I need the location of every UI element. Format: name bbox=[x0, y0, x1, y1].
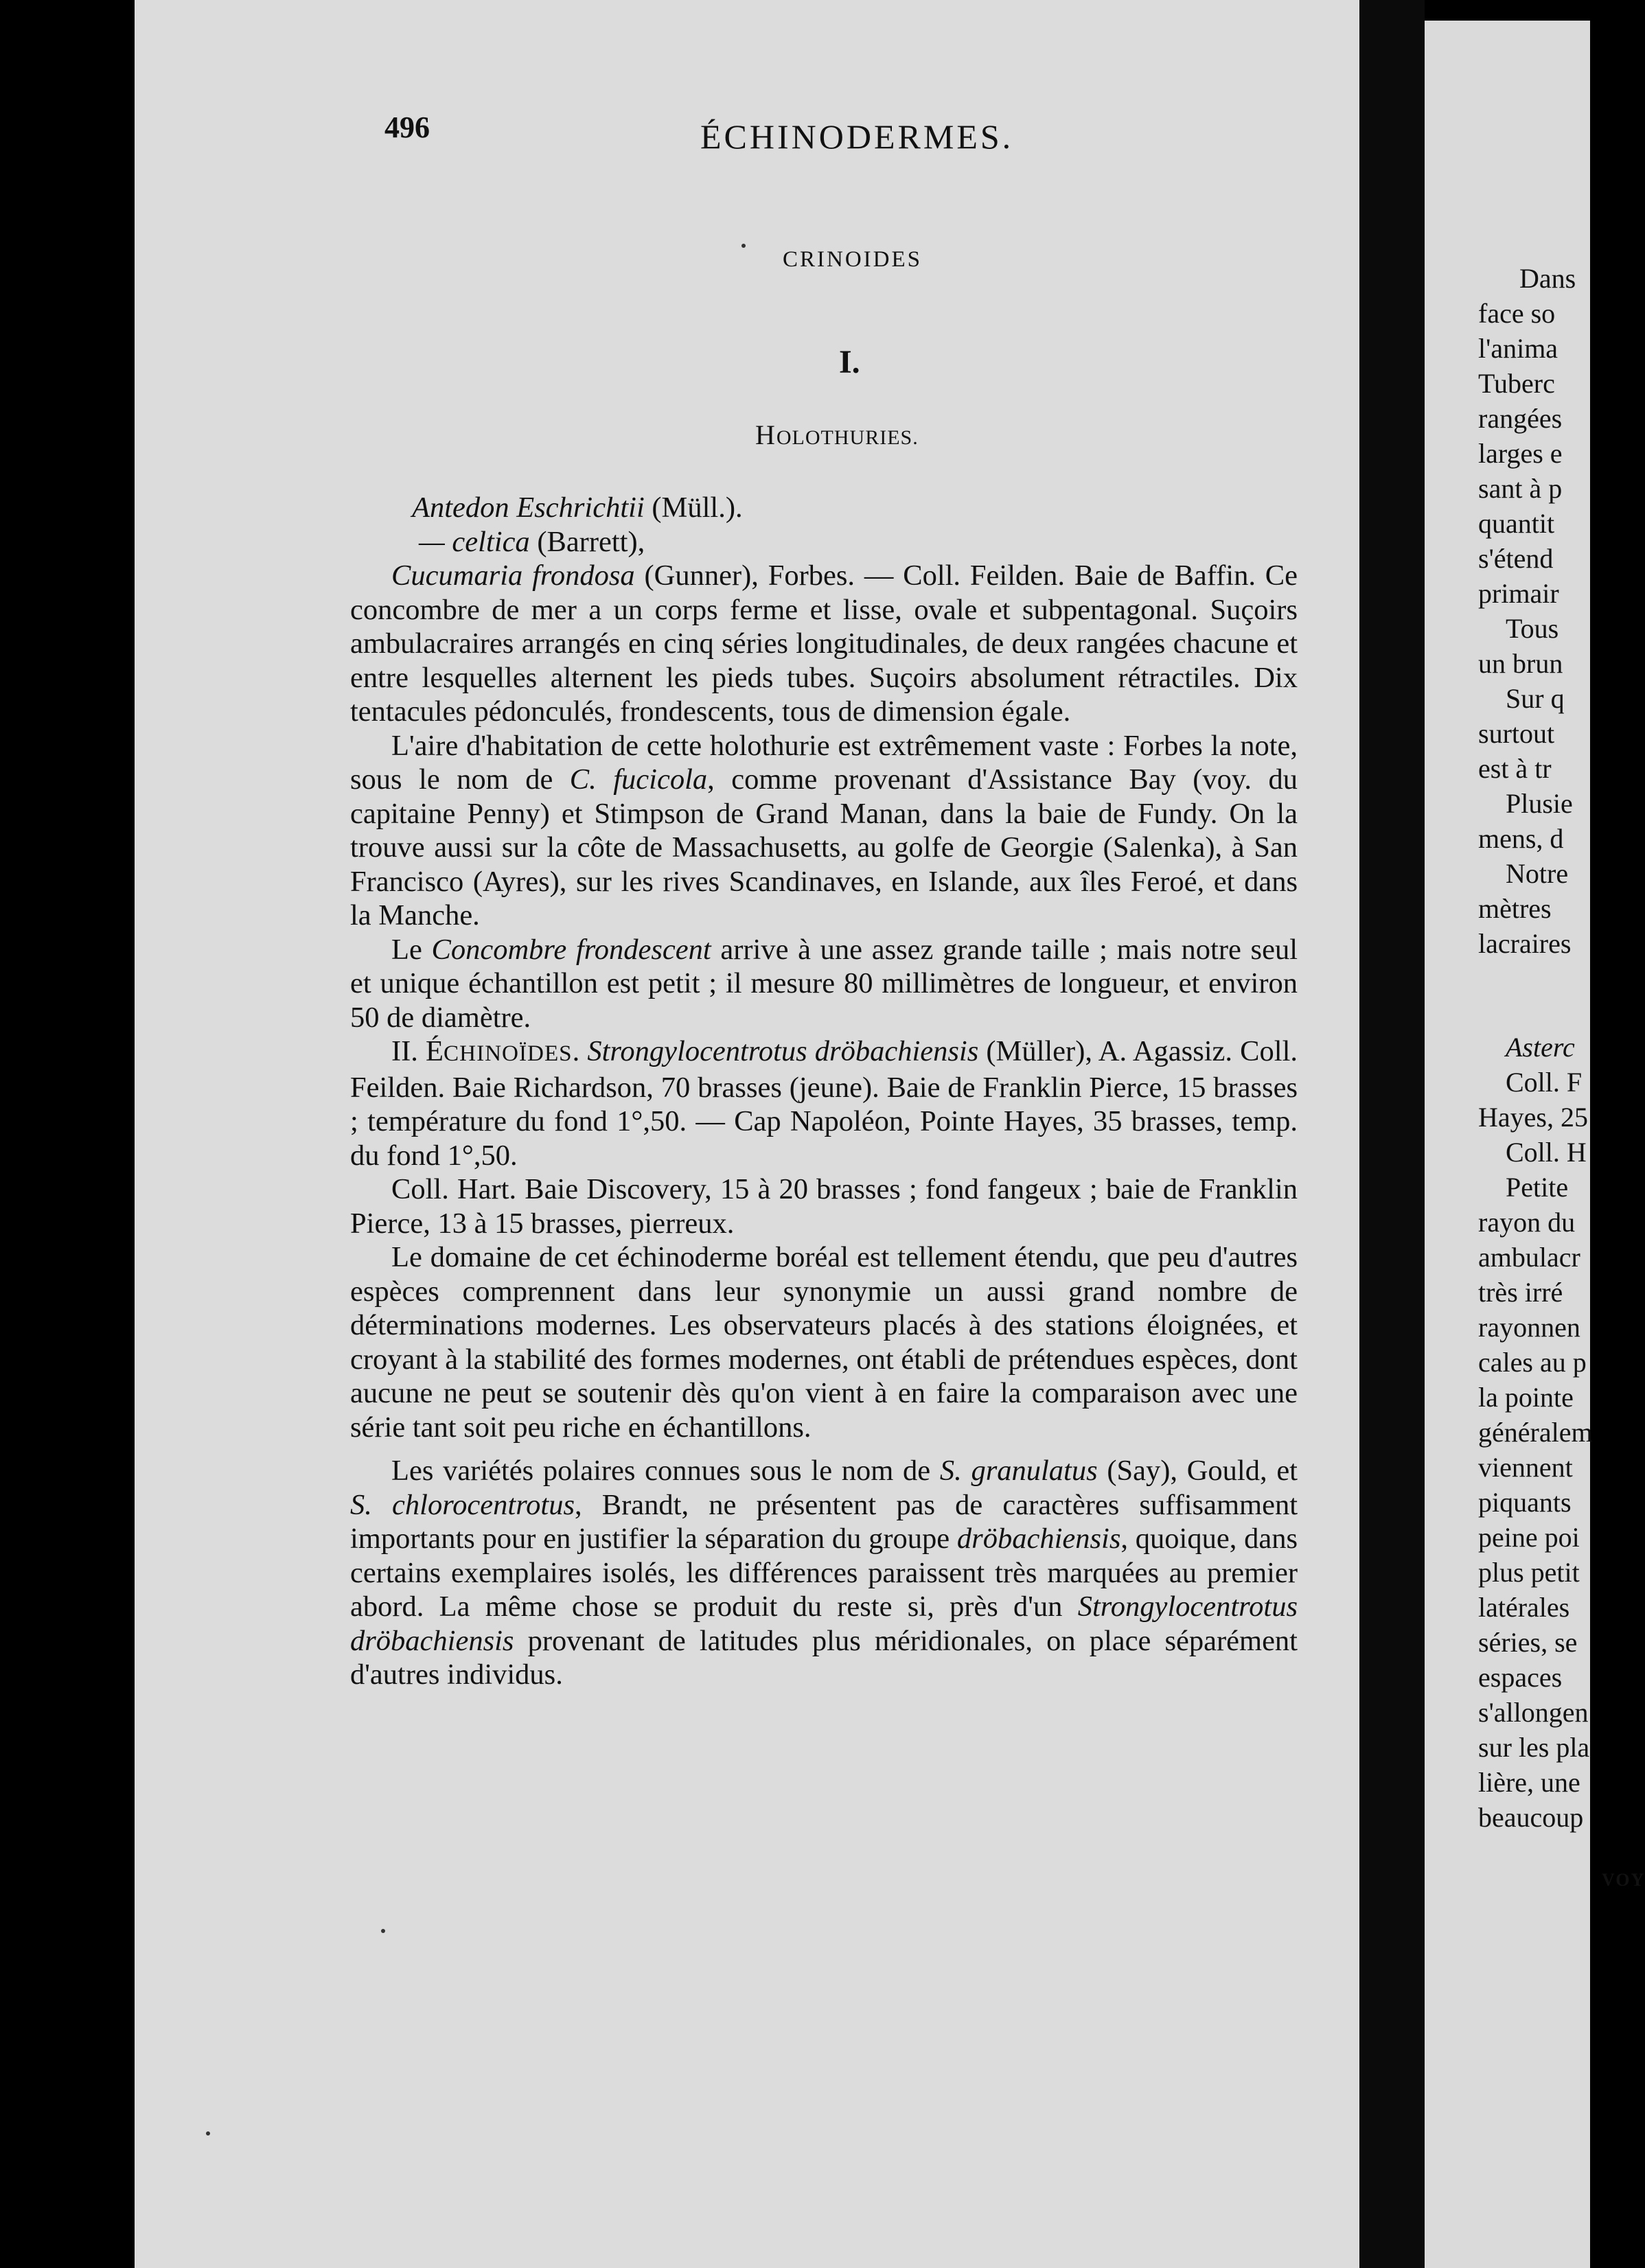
right-line: piquants bbox=[1478, 1487, 1572, 1518]
species-author: (Barrett), bbox=[529, 525, 645, 558]
species-name: S. granulatus bbox=[939, 1455, 1098, 1487]
section-label: CRINOIDES bbox=[783, 247, 923, 272]
right-page-fragment bbox=[1425, 21, 1645, 2268]
paragraph-text: , comme provenant d'Assistance Bay (voy. du capitaine Penny) et Stimpson de Grand Manan, dans la baie de Fundy. On la trouve aussi sur la côte de Massachusetts, au golfe de Georgie (Salenka), à San Francisco (Ayres), sur les rives Scandinaves, en Islande, aux îles Feroé, et dans la Manche. bbox=[350, 763, 1298, 931]
right-line: lière, une bbox=[1478, 1767, 1580, 1798]
right-line: sant à p bbox=[1478, 473, 1563, 504]
paragraph-coll-hart: Coll. Hart. Baie Discovery, 15 à 20 brasses ; fond fangeux ; baie de Franklin Pierce, 13 à 15 brasses, pierreux. bbox=[350, 1173, 1298, 1240]
right-line: face so bbox=[1478, 298, 1556, 329]
right-line: Dans bbox=[1519, 263, 1576, 294]
right-line: larges e bbox=[1478, 438, 1563, 469]
right-line: rayon du bbox=[1478, 1207, 1576, 1238]
right-line: espaces bbox=[1478, 1662, 1563, 1693]
paragraph-text: L'aire d'habitation de cette holothurie est extrêmement vaste : Forbes la note, sous le nom de bbox=[350, 729, 1298, 796]
right-line: beaucoup bbox=[1478, 1802, 1584, 1833]
book-gutter bbox=[1359, 0, 1425, 2268]
right-line: mens, d bbox=[1478, 823, 1564, 854]
species-name: — celtica bbox=[419, 525, 530, 558]
right-line: ambulacr bbox=[1478, 1242, 1580, 1273]
species-author: (Müll.). bbox=[644, 491, 743, 524]
right-line: Petite bbox=[1506, 1172, 1569, 1203]
right-line: Plusie bbox=[1506, 788, 1573, 819]
paragraph-text: Les variétés polaires connues sous le nom de bbox=[391, 1455, 940, 1487]
right-line: Tous bbox=[1506, 613, 1559, 644]
right-line: cales au p bbox=[1478, 1347, 1587, 1378]
subsection-initial: H bbox=[755, 419, 777, 450]
right-line: rangées bbox=[1478, 403, 1563, 434]
right-line: Asterc bbox=[1506, 1032, 1575, 1063]
species-name: Strongylocentrotus dröbachiensis bbox=[587, 1035, 979, 1067]
right-line: généralem bbox=[1478, 1417, 1593, 1448]
right-line: viennent bbox=[1478, 1452, 1573, 1483]
species-name: Concombre frondescent bbox=[431, 933, 711, 966]
speck bbox=[381, 1929, 385, 1933]
speck bbox=[741, 244, 746, 248]
right-line: rayonnen bbox=[1478, 1312, 1580, 1343]
paragraph-text: , quoique, dans certains exemplaires isolés, les différences paraissent très marquées au premier abord. La même chose se produit du reste si, près d'un bbox=[350, 1523, 1298, 1623]
species-name: Antedon Eschrichtii bbox=[412, 491, 645, 524]
paragraph-text: provenant de latitudes plus méridionales, on place séparément d'autres individus. bbox=[350, 1624, 1298, 1691]
paragraph-text: arrive à une assez grande taille ; mais notre seul et unique échantillon est petit ; il mesure 80 millimètres de longueur, et environ 50 de diamètre. bbox=[350, 933, 1298, 1034]
right-line: mètres bbox=[1478, 893, 1552, 924]
right-line-footer: VOY bbox=[1602, 1870, 1645, 1890]
paragraph-habitat bbox=[350, 729, 1298, 933]
right-line: est à tr bbox=[1478, 753, 1552, 784]
section-roman-numeral: I. bbox=[839, 344, 860, 380]
subsection-heading bbox=[755, 419, 919, 451]
running-head: ÉCHINODERMES. bbox=[700, 117, 1014, 156]
body-text bbox=[350, 491, 1298, 1692]
paragraph-text: Le bbox=[391, 933, 432, 966]
species-name: dröbachiensis bbox=[956, 1523, 1121, 1555]
right-line: Notre bbox=[1506, 858, 1569, 889]
paragraph-text: . bbox=[572, 1035, 588, 1067]
section-title: CHINOÏDES bbox=[444, 1041, 573, 1066]
speck bbox=[206, 2131, 210, 2136]
right-line: un brun bbox=[1478, 648, 1563, 679]
paragraph-text: II. É bbox=[391, 1035, 444, 1067]
species-name: S. chlorocentrotus bbox=[350, 1488, 575, 1521]
right-line: s'allongen bbox=[1478, 1697, 1589, 1728]
paragraph-text: (Say), Gould, et bbox=[1097, 1455, 1298, 1487]
subsection-rest: OLOTHURIES. bbox=[776, 426, 919, 449]
right-line: Tuberc bbox=[1478, 368, 1555, 399]
species-name: Strongylocentrotus dröbachiensis bbox=[350, 1590, 1298, 1657]
right-line: s'étend bbox=[1478, 543, 1554, 574]
right-line: primair bbox=[1478, 578, 1559, 609]
right-line: latérales bbox=[1478, 1592, 1570, 1623]
paragraph-concombre bbox=[350, 933, 1298, 1035]
paragraph-echinoides bbox=[350, 1034, 1298, 1172]
species-name: Cucumaria frondosa bbox=[391, 559, 635, 592]
paragraph-varietes bbox=[350, 1454, 1298, 1692]
right-line: lacraires bbox=[1478, 928, 1572, 959]
paragraph-text: , Brandt, ne présentent pas de caractères suffisamment importants pour en justifier la séparation du groupe bbox=[350, 1488, 1298, 1555]
right-line: Sur q bbox=[1506, 683, 1565, 714]
right-line: peine poi bbox=[1478, 1522, 1580, 1553]
page-header bbox=[261, 110, 1325, 165]
right-line: Hayes, 25 bbox=[1478, 1102, 1588, 1133]
right-line: plus petit bbox=[1478, 1557, 1580, 1588]
species-name: C. fucicola bbox=[569, 763, 708, 796]
species-antedon bbox=[350, 491, 1298, 525]
right-line: très irré bbox=[1478, 1277, 1563, 1308]
right-line: Coll. F bbox=[1506, 1067, 1583, 1098]
paragraph-domaine: Le domaine de cet échinoderme boréal est tellement étendu, que peu d'autres espèces comprennent dans leur synonymie un aussi grand nombre de déterminations modernes. Les observateurs placés à des stations éloignées, et croyant à la stabilité des formes modernes, ont établi de prétendues espèces, dont aucune ne peut se soutenir dès qu'on vient à en faire la comparaison avec une série tant soit peu riche en échantillons. bbox=[350, 1241, 1298, 1444]
right-line: l'anima bbox=[1478, 333, 1558, 364]
page-number: 496 bbox=[384, 111, 430, 144]
right-page-lines bbox=[1478, 261, 1645, 1897]
species-celtica bbox=[350, 525, 1298, 559]
paragraph-text: (Gunner), Forbes. — Coll. Feilden. Baie de Baffin. Ce concombre de mer a un corps ferme et lisse, ovale et subpentagonal. Suçoirs ambulacraires arrangés en cinq séries longitudinales, de deux rangées chacune et entre lesquelles alternent les pieds tubes. Suçoirs absolument rétractiles. Dix tentacules pédonculés, frondescents, tous de dimension égale. bbox=[350, 559, 1298, 728]
right-line: surtout bbox=[1478, 718, 1555, 749]
paragraph-cucumaria bbox=[350, 559, 1298, 729]
right-line: quantit bbox=[1478, 508, 1555, 539]
right-line: séries, se bbox=[1478, 1627, 1578, 1658]
paragraph-text: (Müller), A. Agassiz. Coll. Feilden. Baie Richardson, 70 brasses (jeune). Baie de Franklin Pierce, 15 brasses ; température du fond 1°,50. — Cap Napoléon, Pointe Hayes, 35 brasses, temp. du fond 1°,50. bbox=[350, 1035, 1298, 1172]
right-line: sur les pla bbox=[1478, 1732, 1590, 1763]
right-line: la pointe bbox=[1478, 1382, 1574, 1413]
right-line: Coll. H bbox=[1506, 1137, 1587, 1168]
